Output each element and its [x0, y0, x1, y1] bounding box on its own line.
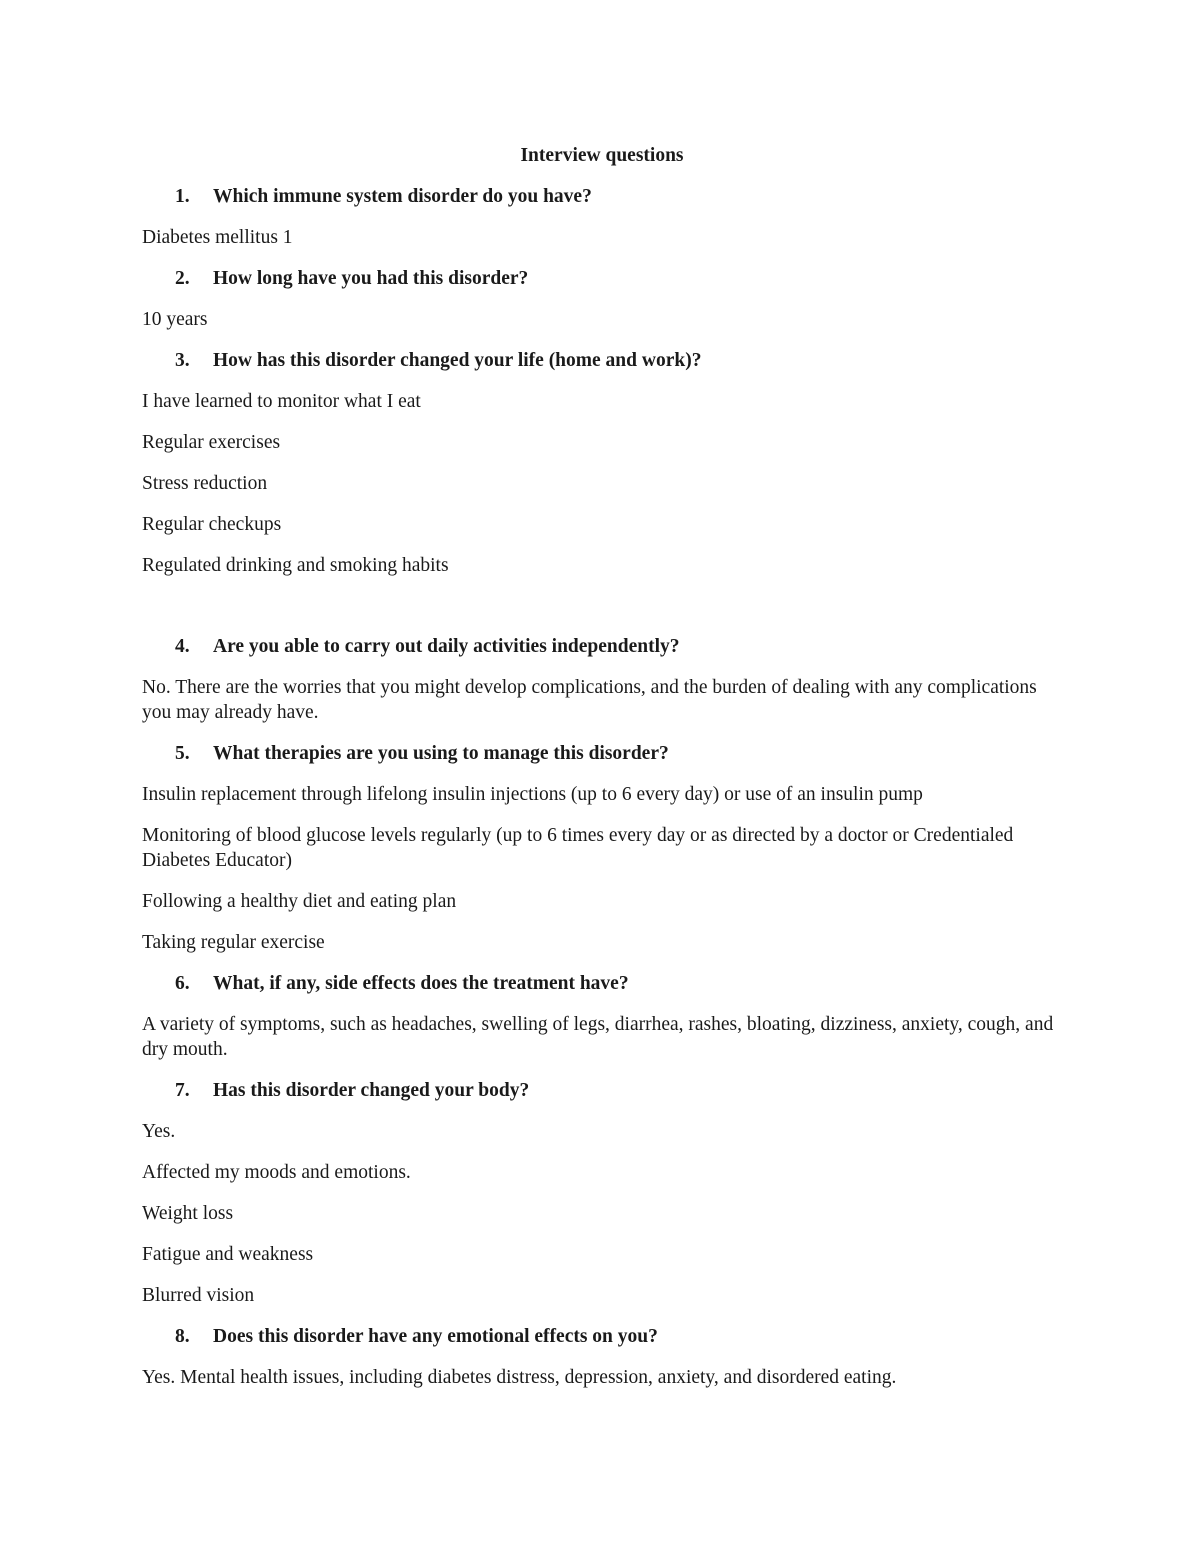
- answer-line: Diabetes mellitus 1: [142, 227, 293, 248]
- answer-line: Yes.: [142, 1121, 176, 1142]
- question-number: 4.: [175, 636, 190, 657]
- answer-paragraph: A variety of symptoms, such as headaches, swelling of legs, diarrhea, rashes, bloating, dizziness, anxiety, cough, and dry mouth.: [142, 1014, 1054, 1060]
- answer-line: Insulin replacement through lifelong insulin injections (up to 6 every day) or use of an insulin pump: [142, 784, 923, 805]
- question-number: 3.: [175, 350, 190, 371]
- question-5: [142, 741, 1062, 766]
- question-7: [142, 1078, 1062, 1103]
- answer-line: Blurred vision: [142, 1285, 255, 1306]
- question-number: 1.: [175, 186, 190, 207]
- answer-line: Stress reduction: [142, 473, 268, 494]
- question-text: Are you able to carry out daily activities independently?: [213, 636, 680, 657]
- answer-line: Regulated drinking and smoking habits: [142, 555, 449, 576]
- question-6: [142, 971, 1062, 996]
- question-1: [142, 184, 1062, 209]
- question-text: How has this disorder changed your life (home and work)?: [213, 350, 702, 371]
- answer-line: I have learned to monitor what I eat: [142, 391, 421, 412]
- answer-paragraph: No. There are the worries that you might develop complications, and the burden of dealing with any complications you may already have.: [142, 677, 1037, 723]
- question-text: What, if any, side effects does the treatment have?: [213, 973, 629, 994]
- document-body: [142, 143, 1062, 1406]
- question-number: 6.: [175, 973, 190, 994]
- question-number: 2.: [175, 268, 190, 289]
- blank-line: [142, 594, 1062, 634]
- answer-paragraph: Monitoring of blood glucose levels regularly (up to 6 times every day or as directed by a doctor or Credentialed Diabetes Educator): [142, 825, 1014, 871]
- answer-line: Weight loss: [142, 1203, 234, 1224]
- question-number: 8.: [175, 1326, 190, 1347]
- document-title: Interview questions: [520, 145, 684, 166]
- question-3: [142, 348, 1062, 373]
- question-number: 7.: [175, 1080, 190, 1101]
- question-text: Which immune system disorder do you have?: [213, 186, 592, 207]
- answer-line: Following a healthy diet and eating plan: [142, 891, 457, 912]
- question-text: How long have you had this disorder?: [213, 268, 529, 289]
- answer-line: 10 years: [142, 309, 208, 330]
- question-8: [142, 1324, 1062, 1349]
- question-text: Does this disorder have any emotional effects on you?: [213, 1326, 658, 1347]
- answer-line: Fatigue and weakness: [142, 1244, 314, 1265]
- answer-line: Regular exercises: [142, 432, 281, 453]
- answer-line: Affected my moods and emotions.: [142, 1162, 411, 1183]
- question-4: [142, 634, 1062, 659]
- answer-line: Regular checkups: [142, 514, 282, 535]
- question-2: [142, 266, 1062, 291]
- question-text: What therapies are you using to manage this disorder?: [213, 743, 669, 764]
- answer-line: Yes. Mental health issues, including diabetes distress, depression, anxiety, and disordered eating.: [142, 1367, 897, 1388]
- question-text: Has this disorder changed your body?: [213, 1080, 530, 1101]
- answer-line: Taking regular exercise: [142, 932, 325, 953]
- question-number: 5.: [175, 743, 190, 764]
